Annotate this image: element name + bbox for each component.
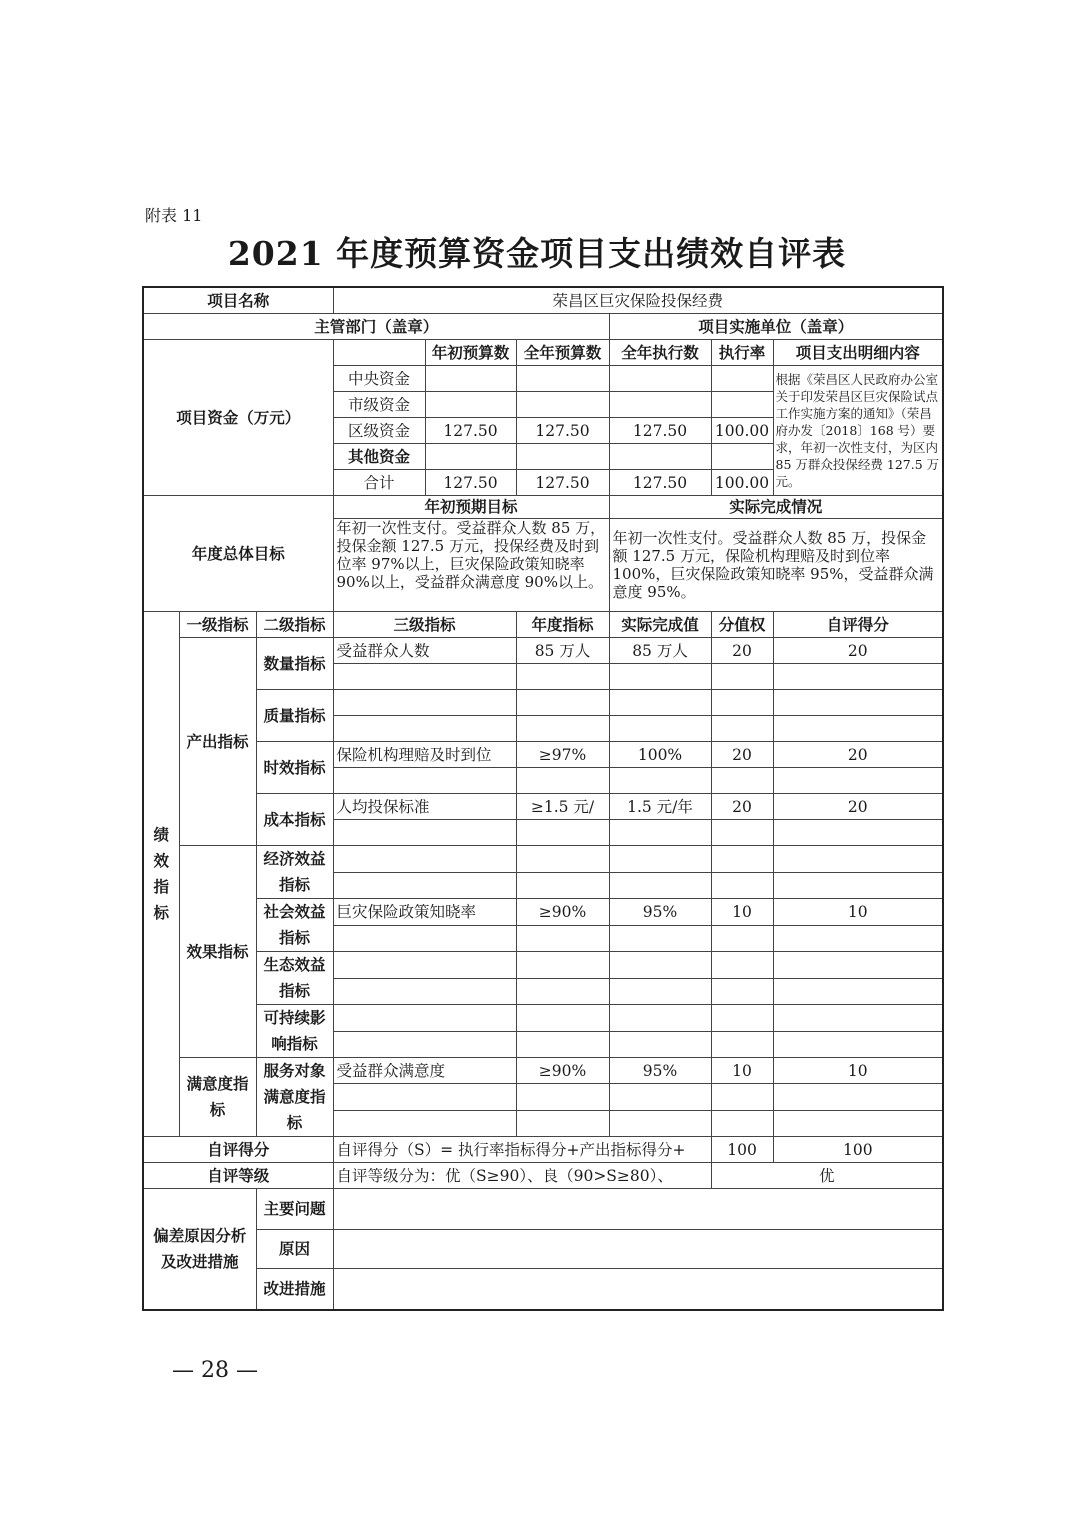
ind-quantity-weight: 20 xyxy=(711,638,773,664)
unit-label: 项目实施单位（盖章） xyxy=(609,314,943,340)
fund-cell xyxy=(609,444,711,470)
fund-cell: 127.50 xyxy=(425,418,516,444)
goals-expected-header: 年初预期目标 xyxy=(333,496,609,519)
annex-label: 附表 11 xyxy=(145,206,203,225)
goals-actual-text: 年初一次性支付。受益群众人数 85 万，投保金额 127.5 万元，保险机构理赔及时到位率 100%，巨灾保险政策知晓率 95%，受益群众满意度 95%。 xyxy=(609,519,943,612)
fund-cell xyxy=(425,392,516,418)
funds-header-detail: 项目支出明细内容 xyxy=(773,340,943,366)
deviation-reason: 原因 xyxy=(256,1230,333,1269)
self-score-weight: 100 xyxy=(711,1137,773,1163)
dept-label: 主管部门（盖章） xyxy=(143,314,609,340)
ind-header-weight: 分值权 xyxy=(711,612,773,638)
fund-row-name: 其他资金 xyxy=(333,444,425,470)
ind-quantity-actual: 85 万人 xyxy=(609,638,711,664)
page-title: 2021 年度预算资金项目支出绩效自评表 xyxy=(227,234,847,273)
deviation-main-issue-value xyxy=(333,1189,943,1230)
self-score-formula: 自评得分（S）= 执行率指标得分+产出指标得分+ xyxy=(333,1137,711,1163)
indicators-section-label: 绩效指标 xyxy=(143,612,179,1137)
goals-label: 年度总体目标 xyxy=(143,496,333,612)
ind-header-level2: 二级指标 xyxy=(256,612,333,638)
ind-social-weight: 10 xyxy=(711,899,773,926)
fund-cell xyxy=(425,444,516,470)
level2-sustainable: 可持续影响指标 xyxy=(256,1005,333,1058)
fund-cell: 100.00 xyxy=(711,470,773,496)
fund-cell xyxy=(516,366,609,392)
project-name-label: 项目名称 xyxy=(143,287,333,314)
level2-quantity: 数量指标 xyxy=(256,638,333,690)
funds-header-executed: 全年执行数 xyxy=(609,340,711,366)
level2-economic: 经济效益指标 xyxy=(256,846,333,899)
ind-cost-weight: 20 xyxy=(711,794,773,820)
level2-timeliness: 时效指标 xyxy=(256,742,333,794)
fund-cell: 127.50 xyxy=(609,418,711,444)
page-number: — 28 — xyxy=(172,1358,258,1383)
self-grade-formula: 自评等级分为：优（S≥90）、良（90>S≥80）、 xyxy=(333,1163,711,1189)
deviation-improvement: 改进措施 xyxy=(256,1269,333,1311)
ind-timeliness-target: ≥97% xyxy=(516,742,609,768)
fund-row-name: 中央资金 xyxy=(333,366,425,392)
ind-satisfaction-target: ≥90% xyxy=(516,1058,609,1084)
deviation-reason-value xyxy=(333,1230,943,1269)
fund-cell: 127.50 xyxy=(516,418,609,444)
funds-header-initial: 年初预算数 xyxy=(425,340,516,366)
deviation-main-issue: 主要问题 xyxy=(256,1189,333,1230)
level2-ecological: 生态效益指标 xyxy=(256,952,333,1005)
ind-cost-score: 20 xyxy=(773,794,943,820)
ind-quantity-score: 20 xyxy=(773,638,943,664)
funds-header-annual: 全年预算数 xyxy=(516,340,609,366)
level2-service-satisfaction: 服务对象满意度指标 xyxy=(256,1058,333,1137)
ind-timeliness-name: 保险机构理赔及时到位 xyxy=(333,742,516,768)
fund-cell xyxy=(609,392,711,418)
ind-satisfaction-weight: 10 xyxy=(711,1058,773,1084)
fund-cell: 127.50 xyxy=(609,470,711,496)
level2-cost: 成本指标 xyxy=(256,794,333,846)
ind-social-target: ≥90% xyxy=(516,899,609,926)
ind-quantity-target: 85 万人 xyxy=(516,638,609,664)
level2-social: 社会效益指标 xyxy=(256,899,333,952)
ind-social-name: 巨灾保险政策知晓率 xyxy=(333,899,516,926)
fund-cell: 100.00 xyxy=(711,418,773,444)
ind-quantity-name: 受益群众人数 xyxy=(333,638,516,664)
level1-effect: 效果指标 xyxy=(179,846,256,1058)
funds-label: 项目资金（万元） xyxy=(143,340,333,496)
deviation-improvement-value xyxy=(333,1269,943,1311)
fund-cell xyxy=(516,392,609,418)
self-score-label: 自评得分 xyxy=(143,1137,333,1163)
self-grade-label: 自评等级 xyxy=(143,1163,333,1189)
fund-cell xyxy=(711,366,773,392)
project-name-value: 荣昌区巨灾保险投保经费 xyxy=(333,287,943,314)
ind-timeliness-actual: 100% xyxy=(609,742,711,768)
fund-cell xyxy=(711,392,773,418)
funds-detail: 根据《荣昌区人民政府办公室关于印发荣昌区巨灾保险试点工作实施方案的通知》（荣昌府办发〔2018〕168 号）要求，年初一次性支付，为区内 85 万群众投保经费 127.5 万元。 xyxy=(773,366,943,496)
ind-header-score: 自评得分 xyxy=(773,612,943,638)
fund-cell xyxy=(516,444,609,470)
goals-actual-header: 实际完成情况 xyxy=(609,496,943,519)
level1-output: 产出指标 xyxy=(179,638,256,846)
ind-header-level1: 一级指标 xyxy=(179,612,256,638)
level1-satisfaction: 满意度指标 xyxy=(179,1058,256,1137)
ind-timeliness-score: 20 xyxy=(773,742,943,768)
ind-timeliness-weight: 20 xyxy=(711,742,773,768)
fund-row-name: 合计 xyxy=(333,470,425,496)
ind-header-level3: 三级指标 xyxy=(333,612,516,638)
ind-satisfaction-score: 10 xyxy=(773,1058,943,1084)
level2-quality: 质量指标 xyxy=(256,690,333,742)
fund-cell: 127.50 xyxy=(425,470,516,496)
ind-cost-target: ≥1.5 元/ xyxy=(516,794,609,820)
ind-header-target: 年度指标 xyxy=(516,612,609,638)
self-score-value: 100 xyxy=(773,1137,943,1163)
fund-row-name: 区级资金 xyxy=(333,418,425,444)
ind-social-actual: 95% xyxy=(609,899,711,926)
fund-cell: 127.50 xyxy=(516,470,609,496)
fund-cell xyxy=(425,366,516,392)
ind-satisfaction-name: 受益群众满意度 xyxy=(333,1058,516,1084)
fund-row-name: 市级资金 xyxy=(333,392,425,418)
funds-header-rate: 执行率 xyxy=(711,340,773,366)
fund-cell xyxy=(711,444,773,470)
ind-social-score: 10 xyxy=(773,899,943,926)
deviation-label: 偏差原因分析及改进措施 xyxy=(143,1189,256,1311)
ind-cost-actual: 1.5 元/年 xyxy=(609,794,711,820)
self-evaluation-table xyxy=(142,286,944,1311)
self-grade-value: 优 xyxy=(711,1163,943,1189)
ind-cost-name: 人均投保标准 xyxy=(333,794,516,820)
goals-expected-text: 年初一次性支付。受益群众人数 85 万，投保金额 127.5 万元，投保经费及时到位率 97%以上，巨灾保险政策知晓率 90%以上，受益群众满意度 90%以上。 xyxy=(333,519,609,612)
ind-header-actual: 实际完成值 xyxy=(609,612,711,638)
ind-satisfaction-actual: 95% xyxy=(609,1058,711,1084)
fund-cell xyxy=(609,366,711,392)
